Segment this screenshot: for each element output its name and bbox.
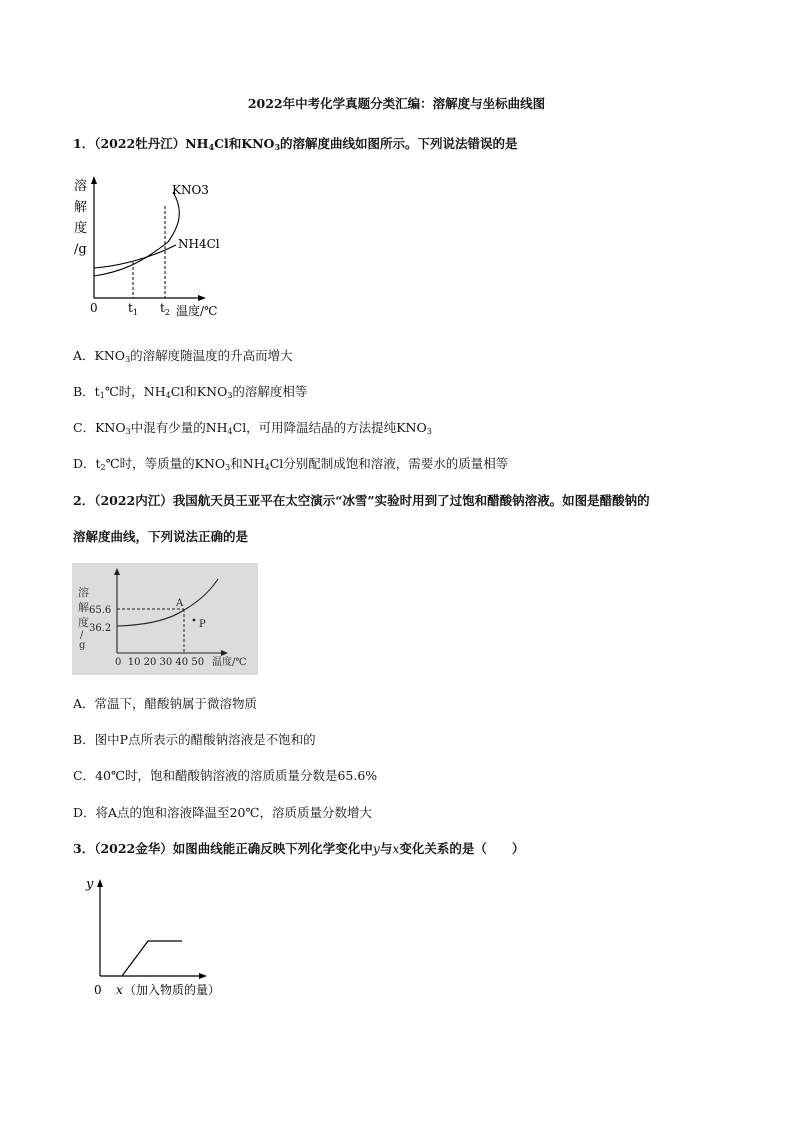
q1-nh4cl-curve xyxy=(94,245,176,268)
q2-xticks: 0 10 20 30 40 50 xyxy=(115,657,205,668)
q1-stem-sub2: 3 xyxy=(274,142,281,152)
q2-x-axis-arrow xyxy=(221,650,228,656)
q1-series-kno3: KNO3 xyxy=(172,183,209,197)
q2-ytick-36-2: 36.2 xyxy=(89,623,112,634)
q1-stem-part-b: Cl和KNO xyxy=(214,136,275,151)
q2-y-axis-arrow xyxy=(114,568,120,575)
q1-stem-sub: 4 xyxy=(208,142,215,152)
q2-ytick-65-6: 65.6 xyxy=(89,605,112,616)
q2-ylabel-char-4: / xyxy=(80,630,84,641)
q1-t2-label: $t_2$ xyxy=(160,301,170,317)
q2-ylabel-char-5: g xyxy=(79,640,86,651)
q1-stem-part-c: 的溶解度曲线如图所示。下列说法错误的是 xyxy=(280,136,518,151)
q1-t1-label: $t_1$ xyxy=(128,301,138,317)
q2-ylabel-char-1: 溶 xyxy=(78,586,89,599)
q2-solubility-chart xyxy=(72,563,258,675)
q2-point-p xyxy=(193,619,196,622)
q2-chart-photo xyxy=(72,563,258,675)
q1-option-d[interactable]: D．$t_2℃$时，等质量的$KNO_3$和$NH_4Cl$分别配制成饱和溶液，需要水的质量相等 xyxy=(73,456,509,472)
q2-option-a[interactable]: A．常温下，醋酸钠属于微溶物质 xyxy=(73,696,258,711)
q1-ylabel-char-1: 溶 xyxy=(74,179,88,194)
q1-option-b[interactable]: B．$t_1℃$时，$NH_4Cl$和$KNO_3$的溶解度相等 xyxy=(73,384,308,400)
q1-xlabel: 温度/℃ xyxy=(176,304,218,318)
page-title: 2022年中考化学真题分类汇编：溶解度与坐标曲线图 xyxy=(247,96,546,111)
q2-ylabel-char-2: 解 xyxy=(78,601,89,614)
q1-option-c[interactable]: C．$KNO_3$中混有少量的$NH_4Cl$，可用降温结晶的方法提纯$KNO_3$ xyxy=(73,420,432,436)
q1-y-axis-arrow xyxy=(91,176,97,184)
q3-x-axis-arrow xyxy=(199,973,207,979)
q3-curve xyxy=(122,941,182,976)
q1-x-axis-arrow xyxy=(198,295,206,301)
q3-y-axis-arrow xyxy=(97,879,103,887)
q1-ylabel-char-2: 解 xyxy=(74,200,88,215)
q2-option-b[interactable]: B．图中P点所表示的醋酸钠溶液是不饱和的 xyxy=(73,732,316,747)
question-2-stem-line2: 溶解度曲线，下列说法正确的是 xyxy=(73,529,249,544)
q3-origin-label: 0 xyxy=(94,983,102,997)
q1-stem-part-a: 1．（2022牡丹江）NH xyxy=(73,136,209,151)
q3-ylabel: y xyxy=(86,877,94,892)
q1-origin-label: 0 xyxy=(90,301,98,315)
q1-ylabel-char-4: /g xyxy=(74,242,87,257)
question-2-stem-line1: 2．（2022内江）我国航天员王亚平在太空演示“冰雪”实验时用到了过饱和醋酸钠溶液。如图是醋酸钠的 xyxy=(73,493,650,508)
q1-kno3-curve xyxy=(94,192,179,276)
q2-option-d[interactable]: D．将A点的饱和溶液降温至20℃，溶质质量分数增大 xyxy=(73,805,372,820)
q1-solubility-chart xyxy=(70,172,240,322)
q1-series-nh4cl: NH4Cl xyxy=(178,237,220,251)
q3-xvar-label: x xyxy=(116,983,123,997)
q2-xlabel: 温度/℃ xyxy=(212,657,247,668)
question-1-stem xyxy=(73,134,518,152)
q2-point-a-label: A xyxy=(176,598,184,609)
q3-xlabel: （加入物质的量） xyxy=(124,983,221,997)
q2-ylabel-char-3: 度 xyxy=(78,616,89,629)
q1-ylabel-char-3: 度 xyxy=(74,221,88,236)
q3-curve-chart xyxy=(82,872,252,1000)
q1-option-a[interactable]: A．$KNO_3$的溶解度随温度的升高而增大 xyxy=(73,348,293,364)
q2-point-p-label: P xyxy=(199,619,206,630)
question-3-stem: 3．（2022金华）如图曲线能正确反映下列化学变化中y与x变化关系的是（ ） xyxy=(73,841,525,856)
q2-option-c[interactable]: C．40℃时，饱和醋酸钠溶液的溶质质量分数是65.6% xyxy=(73,768,378,783)
